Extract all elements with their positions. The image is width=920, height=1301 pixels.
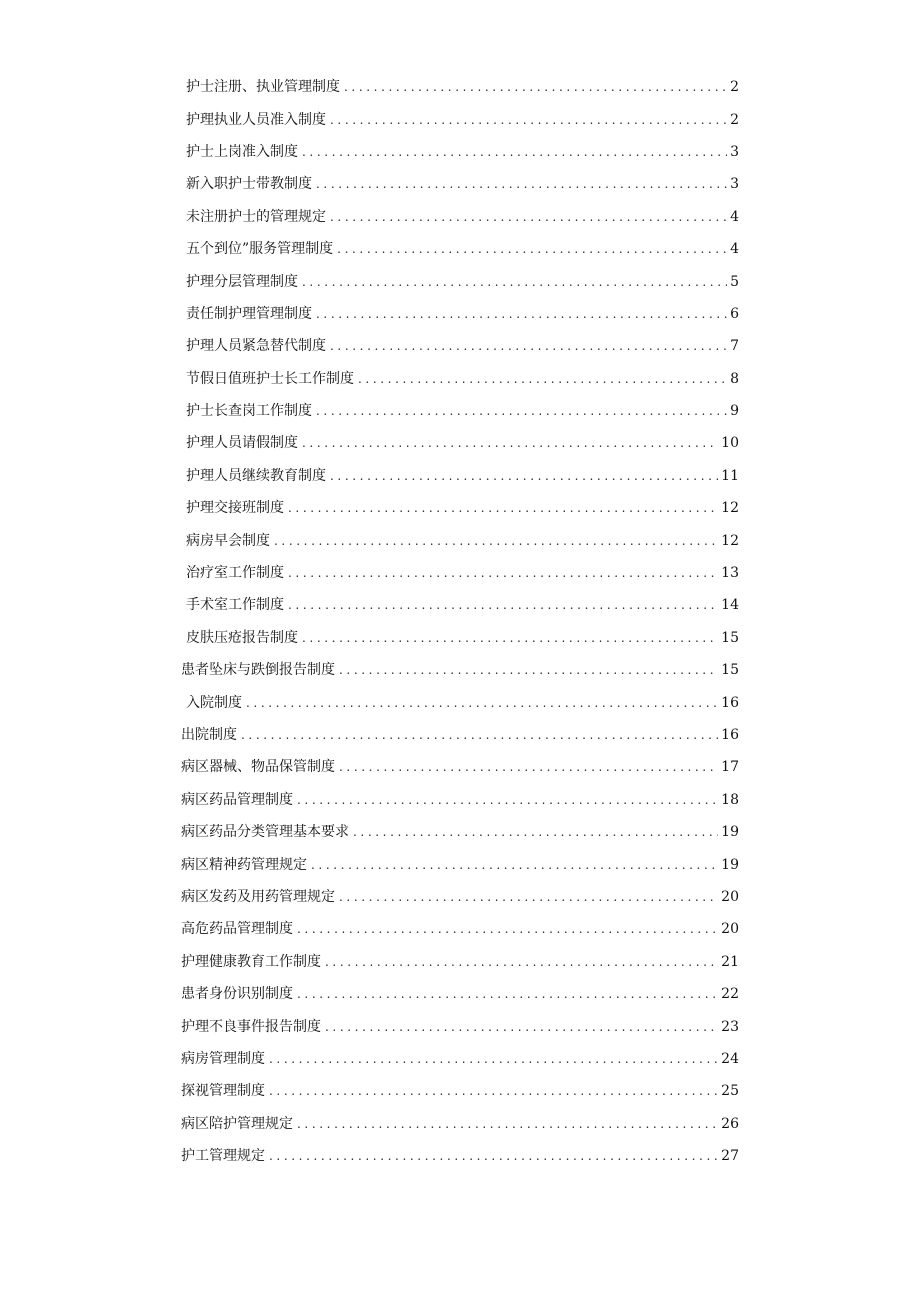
- toc-entry-page-number: 24: [721, 1050, 739, 1067]
- toc-entry-page-number: 15: [721, 662, 739, 679]
- toc-entry-page-number: 13: [721, 565, 739, 582]
- toc-dot-leader: [297, 920, 718, 938]
- toc-dot-leader: [330, 337, 727, 355]
- toc-entry-title: 病区药品分类管理基本要求: [181, 824, 349, 841]
- toc-dot-leader: [344, 78, 727, 96]
- toc-entry-title: 责任制护理管理制度: [186, 305, 312, 322]
- toc-entry-title: 病区器械、物品保管制度: [181, 759, 335, 776]
- toc-entry-title: 出院制度: [181, 727, 237, 743]
- toc-entry-page-number: 14: [721, 597, 739, 614]
- toc-dot-leader: [241, 726, 718, 744]
- toc-dot-leader: [274, 532, 718, 550]
- toc-dot-leader: [302, 434, 718, 452]
- toc-entry-title: 治疗室工作制度: [186, 565, 284, 582]
- toc-entry[interactable]: [0, 71, 920, 103]
- toc-entry[interactable]: [0, 557, 920, 589]
- toc-entry-page-number: 6: [730, 305, 739, 322]
- toc-entry-title: 护理不良事件报告制度: [181, 1018, 321, 1035]
- toc-entry-page-number: 8: [730, 370, 739, 387]
- toc-entry[interactable]: [0, 460, 920, 492]
- toc-dot-leader: [339, 758, 718, 776]
- toc-entry-page-number: 15: [721, 629, 739, 646]
- toc-entry-title: 皮肤压疮报告制度: [186, 629, 298, 646]
- toc-dot-leader: [288, 499, 718, 517]
- toc-entry-title: 新入职护士带教制度: [186, 176, 312, 193]
- toc-entry[interactable]: [0, 751, 920, 783]
- toc-entry-page-number: 20: [721, 921, 739, 938]
- toc-entry[interactable]: [0, 784, 920, 816]
- toc-entry-page-number: 27: [721, 1148, 739, 1165]
- toc-entry[interactable]: [0, 298, 920, 330]
- toc-entry[interactable]: [0, 686, 920, 718]
- table-of-contents: [0, 71, 920, 1172]
- toc-entry-title: 五个到位”服务管理制度: [186, 241, 334, 258]
- toc-dot-leader: [358, 370, 727, 388]
- toc-entry[interactable]: [0, 363, 920, 395]
- toc-entry-title: 护理分层管理制度: [186, 273, 298, 290]
- toc-entry[interactable]: [0, 1043, 920, 1075]
- toc-entry[interactable]: [0, 136, 920, 168]
- toc-dot-leader: [269, 1082, 718, 1100]
- toc-entry-title: 病区发药及用药管理规定: [181, 888, 335, 905]
- toc-entry[interactable]: [0, 946, 920, 978]
- toc-entry-title: 护理人员紧急替代制度: [186, 338, 326, 355]
- toc-entry[interactable]: [0, 201, 920, 233]
- toc-entry-title: 患者坠床与跌倒报告制度: [181, 662, 335, 679]
- toc-entry-title: 病区药品管理制度: [181, 791, 293, 808]
- toc-entry-title: 护士上岗准入制度: [186, 143, 298, 160]
- toc-dot-leader: [316, 175, 727, 193]
- toc-entry-page-number: 10: [721, 435, 739, 452]
- toc-dot-leader: [353, 823, 718, 841]
- toc-entry-title: 入院制度: [186, 694, 242, 711]
- toc-dot-leader: [246, 694, 718, 712]
- toc-entry-page-number: 16: [721, 727, 739, 743]
- toc-dot-leader: [330, 467, 718, 485]
- toc-entry[interactable]: [0, 978, 920, 1010]
- toc-dot-leader: [330, 111, 727, 129]
- toc-entry[interactable]: [0, 265, 920, 297]
- toc-entry[interactable]: [0, 1075, 920, 1107]
- toc-entry-page-number: 3: [730, 143, 739, 160]
- toc-entry-page-number: 21: [721, 953, 739, 970]
- toc-entry[interactable]: [0, 816, 920, 848]
- toc-entry-page-number: 5: [730, 273, 739, 290]
- toc-dot-leader: [316, 402, 727, 420]
- toc-entry[interactable]: [0, 913, 920, 945]
- toc-entry-page-number: 3: [730, 176, 739, 193]
- toc-dot-leader: [337, 240, 727, 258]
- toc-entry[interactable]: [0, 719, 920, 751]
- toc-entry[interactable]: [0, 622, 920, 654]
- toc-entry-page-number: 17: [721, 759, 739, 776]
- toc-dot-leader: [311, 856, 718, 874]
- toc-dot-leader: [302, 629, 718, 647]
- toc-dot-leader: [302, 143, 727, 161]
- toc-entry[interactable]: [0, 881, 920, 913]
- toc-entry-title: 病区陪护管理规定: [181, 1115, 293, 1132]
- toc-entry-page-number: 20: [721, 888, 739, 905]
- toc-entry-page-number: 26: [721, 1115, 739, 1132]
- toc-entry-page-number: 25: [721, 1083, 739, 1100]
- toc-entry-title: 高危药品管理制度: [181, 921, 293, 938]
- toc-entry-page-number: 4: [730, 208, 739, 225]
- toc-entry[interactable]: [0, 524, 920, 556]
- toc-entry-title: 护理交接班制度: [186, 500, 284, 517]
- toc-dot-leader: [297, 791, 718, 809]
- toc-dot-leader: [302, 273, 727, 291]
- toc-entry-page-number: 12: [721, 532, 739, 549]
- toc-entry-title: 未注册护士的管理规定: [186, 208, 326, 225]
- toc-entry[interactable]: [0, 1010, 920, 1042]
- toc-entry-page-number: 16: [721, 694, 739, 711]
- toc-entry-title: 病房管理制度: [181, 1050, 265, 1067]
- toc-entry[interactable]: [0, 103, 920, 135]
- toc-entry[interactable]: [0, 427, 920, 459]
- toc-entry-title: 探视管理制度: [181, 1083, 265, 1100]
- toc-dot-leader: [325, 953, 718, 971]
- toc-entry-title: 护士注册、执业管理制度: [186, 79, 340, 96]
- toc-entry-page-number: 11: [721, 467, 739, 484]
- toc-entry-page-number: 4: [730, 241, 739, 258]
- toc-entry[interactable]: [0, 168, 920, 200]
- toc-entry-page-number: 19: [721, 824, 739, 841]
- toc-entry-page-number: 2: [730, 111, 739, 128]
- toc-entry[interactable]: [0, 330, 920, 362]
- toc-entry[interactable]: [0, 654, 920, 686]
- toc-entry-title: 病房早会制度: [186, 532, 270, 549]
- toc-entry-title: 手术室工作制度: [186, 597, 284, 614]
- toc-entry-title: 护理人员继续教育制度: [186, 467, 326, 484]
- toc-dot-leader: [339, 661, 718, 679]
- toc-entry[interactable]: [0, 848, 920, 880]
- toc-entry[interactable]: [0, 395, 920, 427]
- toc-entry-title: 病区精神药管理规定: [181, 856, 307, 873]
- toc-entry-page-number: 18: [721, 791, 739, 808]
- toc-dot-leader: [297, 1115, 718, 1133]
- toc-dot-leader: [288, 564, 718, 582]
- toc-entry[interactable]: [0, 589, 920, 621]
- toc-dot-leader: [325, 1018, 718, 1036]
- toc-entry-page-number: 22: [721, 986, 739, 1003]
- toc-entry-page-number: 23: [721, 1018, 739, 1035]
- toc-entry-page-number: 7: [730, 338, 739, 355]
- toc-entry-title: 护理健康教育工作制度: [181, 953, 321, 970]
- toc-entry[interactable]: [0, 1140, 920, 1172]
- toc-entry-title: 护理执业人员准入制度: [186, 111, 326, 128]
- toc-entry-page-number: 9: [730, 403, 739, 420]
- toc-dot-leader: [330, 208, 727, 226]
- toc-entry[interactable]: [0, 233, 920, 265]
- toc-entry-title: 护士长查岗工作制度: [186, 403, 312, 420]
- toc-entry[interactable]: [0, 492, 920, 524]
- toc-entry-title: 患者身份识别制度: [181, 986, 293, 1003]
- toc-entry-page-number: 19: [721, 856, 739, 873]
- toc-dot-leader: [288, 596, 718, 614]
- toc-entry-title: 护工管理规定: [181, 1148, 265, 1165]
- toc-entry-title: 节假日值班护士长工作制度: [186, 370, 354, 387]
- toc-dot-leader: [269, 1147, 718, 1165]
- toc-dot-leader: [339, 888, 718, 906]
- toc-entry[interactable]: [0, 1108, 920, 1140]
- toc-dot-leader: [269, 1050, 718, 1068]
- toc-dot-leader: [316, 305, 727, 323]
- toc-entry-title: 护理人员请假制度: [186, 435, 298, 452]
- toc-entry-page-number: 12: [721, 500, 739, 517]
- toc-dot-leader: [297, 985, 718, 1003]
- toc-entry-page-number: 2: [730, 79, 739, 96]
